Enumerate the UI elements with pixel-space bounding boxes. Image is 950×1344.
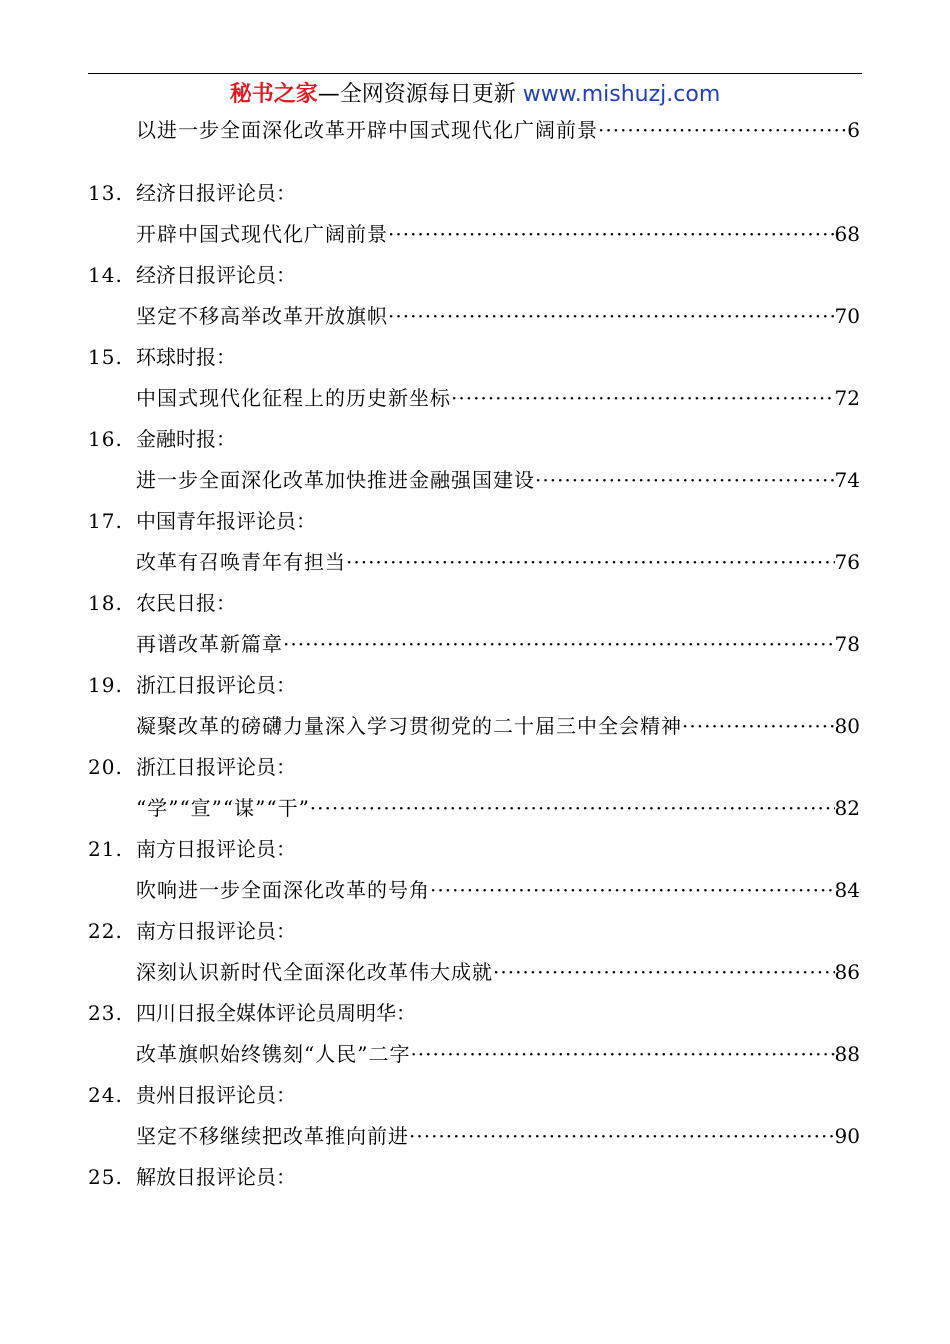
toc-section-23: [88, 1000, 416, 1026]
section-source: 经济日报评论员：: [136, 263, 296, 287]
site-url-link[interactable]: www.mishuzj.com: [522, 82, 721, 107]
toc-section-24: [88, 1082, 296, 1108]
toc-entry-page: 80: [834, 714, 860, 738]
toc-section-16: [88, 426, 236, 452]
toc-entry-19[interactable]: [136, 713, 860, 739]
section-number: 17.: [88, 509, 123, 533]
section-number: 23.: [88, 1001, 123, 1025]
toc-entry-page: 78: [834, 632, 860, 656]
banner-tagline: —全网资源每日更新: [317, 82, 516, 107]
section-number: 15.: [88, 345, 123, 369]
dot-leader: [493, 959, 835, 985]
section-source: 经济日报评论员：: [136, 181, 296, 205]
toc-entry-page: 72: [834, 386, 860, 410]
toc-entry-title: 改革有召唤青年有担当: [136, 550, 346, 574]
toc-entry-title: 进一步全面深化改革加快推进金融强国建设: [136, 468, 535, 492]
dot-leader: [346, 549, 835, 575]
toc-section-20: [88, 754, 296, 780]
toc-section-13: [88, 180, 296, 206]
toc-entry-page: 82: [834, 796, 860, 820]
toc-entry-title: 改革旗帜始终镌刻“人民”二字: [136, 1042, 411, 1066]
section-source: 贵州日报评论员：: [136, 1083, 296, 1107]
section-source: 浙江日报评论员：: [136, 673, 296, 697]
section-number: 25.: [88, 1165, 123, 1189]
dot-leader: [598, 117, 847, 143]
toc-entry-page: 76: [834, 550, 860, 574]
section-source: 浙江日报评论员：: [136, 755, 296, 779]
section-number: 14.: [88, 263, 123, 287]
section-number: 20.: [88, 755, 123, 779]
toc-section-25: [88, 1164, 296, 1190]
toc-entry-21[interactable]: [136, 877, 860, 903]
section-number: 21.: [88, 837, 123, 861]
dot-leader: [310, 795, 835, 821]
dot-leader: [410, 1041, 834, 1067]
toc-entry-page: 90: [834, 1124, 860, 1148]
toc-entry-20[interactable]: [136, 795, 860, 821]
toc-entry-title: 再谱改革新篇章: [136, 632, 283, 656]
section-number: 18.: [88, 591, 123, 615]
section-number: 19.: [88, 673, 123, 697]
section-number: 22.: [88, 919, 123, 943]
toc-section-17: [88, 508, 316, 534]
section-number: 24.: [88, 1083, 123, 1107]
toc-entry-title: 开辟中国式现代化广阔前景: [136, 222, 388, 246]
toc-entry-title: 以进一步全面深化改革开辟中国式现代化广阔前景: [136, 118, 598, 142]
section-source: 南方日报评论员：: [136, 919, 296, 943]
toc-section-19: [88, 672, 296, 698]
toc-entry-title: 深刻认识新时代全面深化改革伟大成就: [136, 960, 493, 984]
toc-entry-page: 68: [834, 222, 860, 246]
toc-entry-title: 坚定不移继续把改革推向前进: [136, 1124, 409, 1148]
section-number: 13.: [88, 181, 123, 205]
toc-entry-17[interactable]: [136, 549, 860, 575]
dot-leader: [535, 467, 835, 493]
toc-entry-page: 6: [847, 118, 860, 142]
dot-leader: [283, 631, 835, 657]
toc-entry-page: 84: [834, 878, 860, 902]
dot-leader: [430, 877, 835, 903]
toc-entry-title: 中国式现代化征程上的历史新坐标: [136, 386, 451, 410]
toc-entry-title: 坚定不移高举改革开放旗帜: [136, 304, 388, 328]
section-source: 南方日报评论员：: [136, 837, 296, 861]
toc-section-15: [88, 344, 236, 370]
section-source: 金融时报：: [136, 427, 236, 451]
dot-leader: [682, 713, 835, 739]
brand-name: 秘书之家: [229, 82, 318, 107]
toc-section-18: [88, 590, 236, 616]
toc-section-21: [88, 836, 296, 862]
toc-entry-22[interactable]: [136, 959, 860, 985]
toc-section-22: [88, 918, 296, 944]
toc-entry-title: 凝聚改革的磅礴力量深入学习贯彻党的二十届三中全会精神: [136, 714, 682, 738]
section-source: 中国青年报评论员：: [136, 509, 316, 533]
toc-entry-continued[interactable]: [136, 117, 860, 143]
toc-entry-page: 74: [834, 468, 860, 492]
toc-entry-23[interactable]: [136, 1041, 860, 1067]
toc-section-14: [88, 262, 296, 288]
dot-leader: [451, 385, 835, 411]
dot-leader: [388, 303, 835, 329]
toc-entry-page: 86: [834, 960, 860, 984]
section-source: 解放日报评论员：: [136, 1165, 296, 1189]
toc-entry-14[interactable]: [136, 303, 860, 329]
section-source: 四川日报全媒体评论员周明华：: [136, 1001, 416, 1025]
toc-entry-title: 吹响进一步全面深化改革的号角: [136, 878, 430, 902]
toc-entry-title: “学”“宣”“谋”“干”: [136, 796, 310, 820]
toc-entry-16[interactable]: [136, 467, 860, 493]
dot-leader: [409, 1123, 835, 1149]
toc-entry-15[interactable]: [136, 385, 860, 411]
toc-entry-18[interactable]: [136, 631, 860, 657]
toc-entry-24[interactable]: [136, 1123, 860, 1149]
dot-leader: [388, 221, 835, 247]
toc-entry-page: 70: [834, 304, 860, 328]
toc-entry-page: 88: [834, 1042, 860, 1066]
section-source: 环球时报：: [136, 345, 236, 369]
section-source: 农民日报：: [136, 591, 236, 615]
section-number: 16.: [88, 427, 123, 451]
toc-entry-13[interactable]: [136, 221, 860, 247]
